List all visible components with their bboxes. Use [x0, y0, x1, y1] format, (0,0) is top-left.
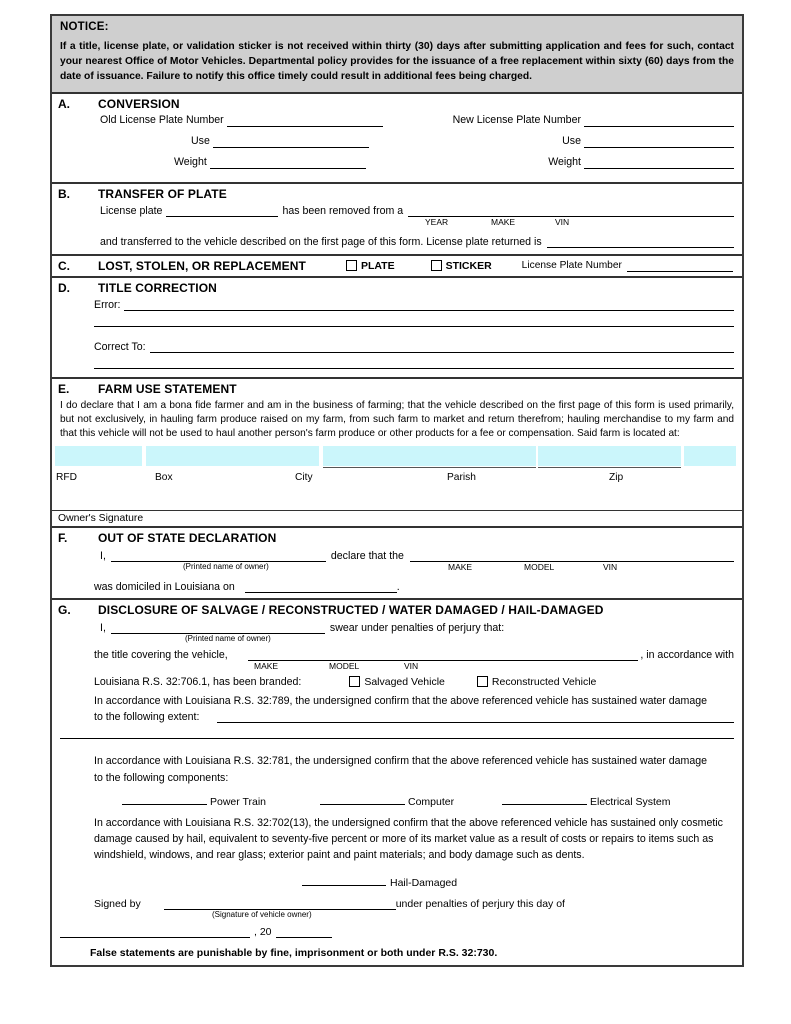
parish-input[interactable] — [538, 446, 681, 466]
section-g-letter: G. — [58, 602, 71, 617]
f-vin-sublabel: VIN — [603, 561, 618, 572]
transfer-plate-input[interactable] — [166, 205, 278, 217]
farm-field-labels — [52, 472, 742, 488]
transfer-line-1 — [60, 205, 734, 217]
parish-underline — [538, 467, 681, 468]
g-vehicle-input[interactable] — [248, 649, 639, 661]
conversion-fields — [52, 113, 742, 182]
false-statement-warning: False statements are punishable by fine, imprisonment or both under R.S. 32:730. — [90, 946, 498, 959]
plate-checkbox-label: PLATE — [360, 259, 395, 272]
g-water-789-text: In accordance with Louisiana R.S. 32:789, the undersigned confirm that the above referenced vehicle has sustained water damage — [94, 694, 708, 707]
old-plate-input[interactable] — [227, 115, 383, 127]
weight-left-input[interactable] — [210, 157, 366, 169]
g-extent-input[interactable] — [217, 711, 734, 723]
computer-label: Computer — [408, 795, 455, 808]
use-right-input[interactable] — [584, 136, 734, 148]
transfer-sublabels — [315, 217, 734, 229]
g-make-sublabel: MAKE — [254, 660, 279, 671]
section-b-transfer — [52, 184, 742, 256]
g-branded-line — [60, 676, 734, 688]
section-e-header — [52, 379, 742, 398]
transferred-text: and transferred to the vehicle described on the first page of this form. License plate returned is — [100, 235, 542, 248]
correct-to-label: Correct To: — [94, 340, 146, 353]
g-water-781-text: In accordance with Louisiana R.S. 32:781, the undersigned confirm that the above referenced vehicle has sustained water damage — [94, 755, 708, 768]
notice-banner — [52, 16, 742, 94]
section-c-letter: C. — [58, 258, 70, 273]
box-input[interactable] — [146, 446, 319, 466]
weight-right-label: Weight — [548, 155, 581, 168]
g-signed-by-row — [60, 898, 734, 910]
use-left-label: Use — [191, 134, 210, 147]
notice-body: If a title, license plate, or validation sticker is not received within thirty (30) days after submitting application and fees for such, contact your nearest Office of Motor Vehicles. Departmental policy provides for the issuance of a free replacement within sixty (60) days from the date of issuance. Failure to notify this office timely could result in additional fees being charged. — [60, 41, 734, 82]
g-model-sublabel: MODEL — [329, 660, 360, 671]
farm-address-fields — [52, 446, 742, 472]
date-day-input[interactable] — [60, 926, 250, 938]
signed-by-label: Signed by — [94, 897, 141, 910]
old-plate-label: Old License Plate Number — [100, 113, 224, 126]
out-of-state-fields — [52, 547, 742, 598]
f-domicile-date-input[interactable] — [245, 581, 397, 593]
new-plate-input[interactable] — [584, 115, 734, 127]
section-a-header — [52, 94, 742, 113]
year-sublabel: YEAR — [425, 216, 449, 227]
section-c-header — [52, 256, 742, 276]
section-f-out-of-state — [52, 528, 742, 600]
section-g-header — [52, 600, 742, 619]
f-printed-name-input[interactable] — [111, 550, 326, 562]
computer-input[interactable] — [320, 793, 405, 805]
farm-spacer — [52, 488, 742, 510]
salvaged-vehicle-label: Salvaged Vehicle — [364, 675, 445, 688]
hail-damaged-input[interactable] — [302, 874, 386, 886]
g-vin-sublabel: VIN — [404, 660, 419, 671]
g-i-label: I, — [100, 621, 106, 634]
electrical-system-input[interactable] — [502, 793, 587, 805]
section-f-title: OUT OF STATE DECLARATION — [98, 530, 277, 545]
reconstructed-vehicle-checkbox[interactable] — [477, 676, 488, 687]
g-printed-name-input[interactable] — [111, 622, 325, 634]
correct-to-input-line-2[interactable] — [94, 367, 734, 369]
weight-right-input[interactable] — [584, 157, 734, 169]
section-f-letter: F. — [58, 530, 68, 545]
g-signature-sublabel-row — [60, 910, 734, 922]
g-hail-text: In accordance with Louisiana R.S. 32:702(13), the undersigned confirm that the above referenced vehicle has sustained only cosmetic damage caused by hail, equivalent to seventy-five percent or more of its market value as a result of costs or repairs to items such as windshield, windows, and rear glass; exterior paint and paint materials; and body damage such as dents. — [94, 816, 723, 861]
c-plate-number-input[interactable] — [627, 260, 733, 272]
city-underline — [323, 467, 536, 468]
reconstructed-vehicle-label: Reconstructed Vehicle — [491, 675, 597, 688]
new-plate-label: New License Plate Number — [452, 113, 581, 126]
form-page — [50, 14, 744, 967]
title-correction-fields — [52, 297, 742, 377]
section-d-title: TITLE CORRECTION — [98, 280, 217, 295]
g-swear-line — [60, 622, 734, 634]
correct-to-row — [60, 341, 734, 353]
plate-returned-input[interactable] — [547, 236, 734, 248]
owner-signature-label: Owner's Signature — [58, 512, 144, 524]
make-sublabel: MAKE — [491, 216, 516, 227]
perjury-text: under penalties of perjury this day of — [395, 897, 565, 910]
license-plate-label: License plate — [100, 204, 163, 217]
g-branded-text: Louisiana R.S. 32:706.1, has been branded: — [94, 675, 302, 688]
parish-label: Parish — [447, 471, 476, 483]
rfd-input[interactable] — [55, 446, 142, 466]
g-date-row — [60, 926, 734, 938]
section-b-header — [52, 184, 742, 203]
correct-to-input[interactable] — [150, 341, 734, 353]
section-f-header — [52, 528, 742, 547]
sticker-checkbox-option[interactable] — [431, 260, 492, 272]
f-vehicle-input[interactable] — [410, 550, 734, 562]
f-sublabels — [60, 562, 734, 574]
salvaged-vehicle-option[interactable] — [349, 676, 445, 688]
section-g-disclosure — [52, 600, 742, 965]
hail-damaged-label: Hail-Damaged — [390, 876, 458, 889]
error-row — [60, 299, 734, 311]
g-title-covering-line — [60, 649, 734, 661]
g-extent-label: to the following extent: — [94, 711, 200, 724]
city-label: City — [295, 471, 313, 483]
section-a-title: CONVERSION — [98, 96, 180, 111]
new-plate-group — [453, 114, 734, 127]
conversion-use-row — [60, 135, 734, 148]
section-d-header — [52, 278, 742, 297]
f-domiciled-text: was domiciled in Louisiana on — [94, 580, 235, 593]
f-declare-text: declare that the — [330, 549, 404, 562]
owner-signature-row[interactable] — [52, 510, 742, 526]
f-model-sublabel: MODEL — [524, 561, 555, 572]
notice-title: NOTICE: — [60, 21, 109, 33]
section-c-title: LOST, STOLEN, OR REPLACEMENT — [98, 258, 306, 273]
g-printed-name-sub: (Printed name of owner) — [185, 633, 271, 643]
section-b-title: TRANSFER OF PLATE — [98, 186, 227, 201]
use-right-group — [562, 135, 734, 148]
disclosure-fields — [52, 619, 742, 965]
reconstructed-vehicle-option[interactable] — [477, 676, 596, 688]
salvaged-vehicle-checkbox[interactable] — [349, 676, 360, 687]
old-plate-group — [60, 114, 383, 127]
f-printed-name-sub: (Printed name of owner) — [183, 561, 269, 571]
owner-signature-input[interactable] — [164, 898, 396, 910]
removed-vehicle-input[interactable] — [408, 205, 734, 217]
power-train-input[interactable] — [122, 793, 207, 805]
f-i-label: I, — [100, 549, 106, 562]
date-year-input[interactable] — [276, 926, 332, 938]
error-input-line-2[interactable] — [94, 325, 734, 327]
sticker-checkbox-label: STICKER — [445, 259, 492, 272]
g-components-label: to the following components: — [94, 771, 229, 784]
section-e-farm-use — [52, 379, 742, 528]
vin-sublabel: VIN — [555, 216, 570, 227]
g-vehicle-sublabels — [60, 661, 734, 673]
g-printed-name-sublabel-row — [60, 634, 734, 646]
section-d-title-correction — [52, 278, 742, 379]
zip-input[interactable] — [684, 446, 736, 466]
transfer-line-2 — [60, 236, 734, 248]
section-a-conversion — [52, 94, 742, 184]
weight-left-group — [60, 156, 366, 169]
section-a-letter: A. — [58, 96, 70, 111]
use-right-label: Use — [562, 134, 581, 147]
g-hail-damaged-row — [60, 870, 734, 889]
weight-right-group — [548, 156, 734, 169]
section-d-letter: D. — [58, 280, 70, 295]
year-prefix-label: , 20 — [254, 925, 272, 938]
f-declaration-line — [60, 550, 734, 562]
error-input[interactable] — [124, 299, 734, 311]
section-g-title: DISCLOSURE OF SALVAGE / RECONSTRUCTED / WATER DAMAGED / HAIL-DAMAGED — [98, 602, 604, 617]
plate-checkbox[interactable] — [346, 260, 357, 271]
sticker-checkbox[interactable] — [431, 260, 442, 271]
error-label: Error: — [94, 298, 121, 311]
f-domicile-line — [60, 581, 734, 593]
farm-use-paragraph: I do declare that I am a bona fide farmer and am in the business of farming; that the vehicle described on the first page of this form is used primarily, but not exclusively, in hauling farm produce raised on my farm, from such farm to market and return therefrom; hauling merchandise to my farm and that this vehicle will not be used to haul another person's farm produce or other products for a fee or compensation. Said farm is located at: — [60, 399, 734, 440]
g-extent-spacer — [60, 739, 734, 753]
power-train-label: Power Train — [210, 795, 267, 808]
rfd-label: RFD — [56, 471, 77, 483]
g-swear-text: swear under penalties of perjury that: — [329, 621, 505, 634]
g-extent-row — [60, 711, 734, 723]
g-components-row — [60, 790, 734, 808]
g-in-accordance-text: , in accordance with — [640, 648, 734, 661]
section-c-lost-stolen — [52, 256, 742, 278]
zip-label: Zip — [609, 471, 624, 483]
city-input[interactable] — [323, 446, 536, 466]
use-left-group — [60, 135, 369, 148]
plate-checkbox-option[interactable] — [346, 260, 395, 272]
g-title-covering-text: the title covering the vehicle, — [94, 648, 228, 661]
f-make-sublabel: MAKE — [448, 561, 473, 572]
section-e-title: FARM USE STATEMENT — [98, 381, 237, 396]
box-label: Box — [155, 471, 173, 483]
conversion-plate-row — [60, 114, 734, 127]
signature-sub: (Signature of vehicle owner) — [212, 909, 312, 919]
transfer-fields — [52, 203, 742, 254]
section-b-letter: B. — [58, 186, 70, 201]
use-left-input[interactable] — [213, 136, 369, 148]
conversion-weight-row — [60, 156, 734, 169]
electrical-system-label: Electrical System — [590, 795, 671, 808]
removed-from-label: has been removed from a — [282, 204, 404, 217]
f-period: . — [396, 580, 400, 593]
c-plate-number-label: License Plate Number — [521, 260, 622, 272]
weight-left-label: Weight — [174, 155, 207, 168]
section-e-letter: E. — [58, 381, 70, 396]
